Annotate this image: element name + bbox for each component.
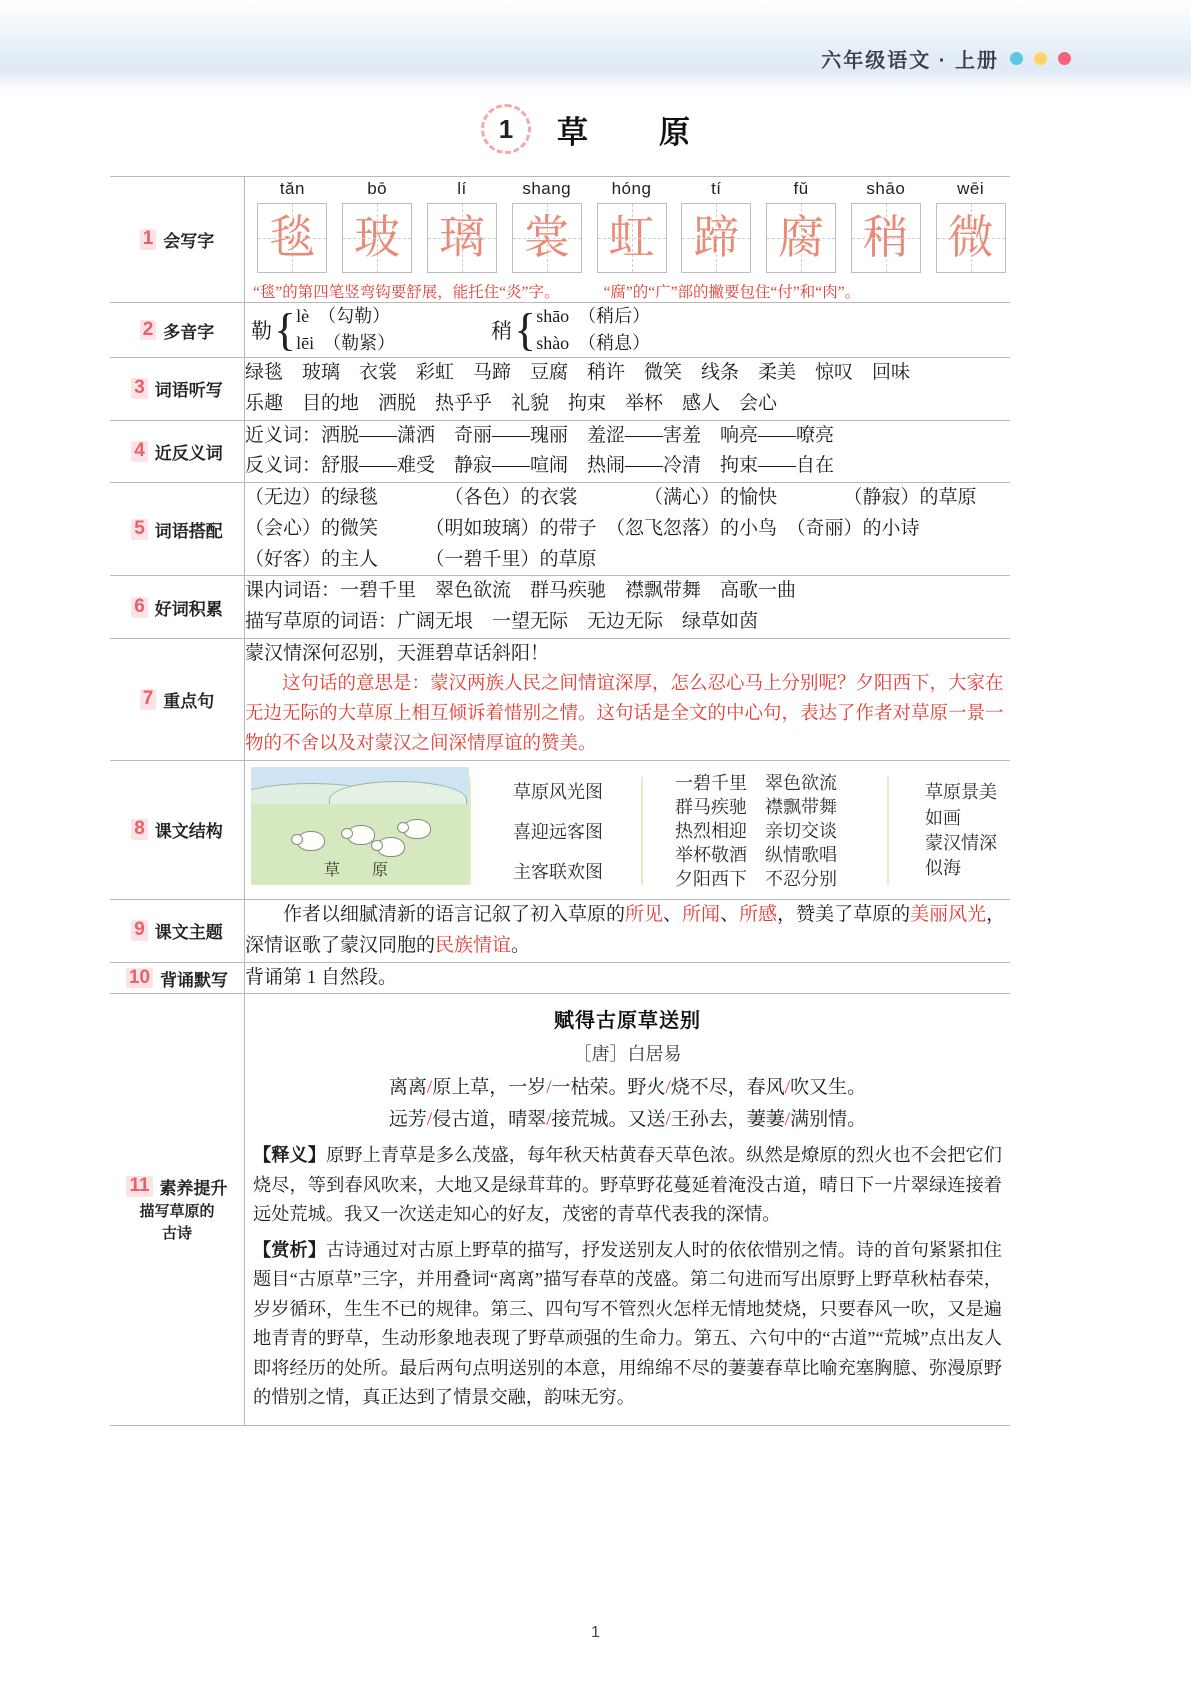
reading: lè （勾勒） (296, 306, 391, 326)
sheep-icon (347, 825, 375, 845)
collocation-line: （无边）的绿毯 （各色）的衣裳 （满心）的愉快 （静寂）的草原 (245, 487, 977, 509)
polyphone-groups (245, 303, 1010, 357)
poem-text: 吹又生。 (790, 1077, 867, 1099)
hanzi-cell (338, 179, 417, 273)
decorative-dot-1 (1010, 52, 1023, 65)
table-row-synonyms (110, 420, 1010, 483)
row-index: 7 (140, 689, 157, 710)
row-label-text: 多音字 (163, 322, 215, 342)
pinyin-label: lí (457, 179, 467, 198)
table-row-structure (110, 760, 1010, 900)
hanzi-cell (507, 179, 586, 273)
character-box (427, 203, 497, 273)
pinyin-label: wēi (957, 179, 985, 198)
hanzi-cell (762, 179, 841, 273)
poem-block (245, 994, 1010, 1424)
illustration-caption: 草 原 (323, 861, 396, 879)
stroke-note-1: “毯”的第四笔竖弯钩要舒展，能托住“炎”字。 (253, 284, 560, 301)
hanzi-cell (423, 179, 502, 273)
collocation-line: （好客）的主人 （一碧千里）的草原 (245, 548, 597, 570)
table-row-recitation (110, 962, 1010, 994)
collocation-line: （会心）的微笑 （明如玻璃）的带子 （忽飞忽落）的小鸟 （奇丽）的小诗 (245, 517, 920, 539)
poem-title: 赋得古原草送别 (554, 1010, 701, 1033)
theme-keyword: 民族情谊 (435, 934, 512, 956)
row-body-theme (245, 900, 1011, 963)
character-glyph: 璃 (438, 212, 485, 263)
stroke-note-2: “腐”的“广”部的撇要包住“付”和“肉”。 (603, 284, 861, 301)
table-row-literacy (110, 994, 1010, 1425)
row-label-text: 素养提升 (159, 1179, 228, 1199)
poem-pause-mark: / (426, 1108, 433, 1130)
row-label-subline: 描写草原的 (139, 1203, 215, 1221)
table-row-hanzi (110, 177, 1010, 303)
annotation-text: 古诗通过对古原上野草的描写，抒发送别友人时的依依惜别之情。诗的首句紧紧扣住题目“古原草”三字，并用叠词“离离”描写春草的茂盛。第二句进而写出原野上野草秋枯春荣，岁岁循环，生生不已的规律。第三、四句写不管烈火怎样无情地焚烧，只要春风一吹，又是遍地青青的野草，生动形象地表现了野草顽强的生命力。第五、六句中的“古道”“荒城”点出友人即将经历的处所。最后两句点明送别的本意，用绵绵不尽的萋萋春草比喻充塞胸臆、弥漫原野的惜别之情，真正达到了情景交融，韵味无穷。 (253, 1239, 1002, 1408)
lesson-title-block (0, 104, 1191, 154)
poem-text: 满别情。 (790, 1108, 867, 1130)
header-content (821, 44, 1071, 73)
character-box (936, 203, 1006, 273)
pinyin-label: tǎn (279, 179, 305, 198)
theme-text: 。 (511, 934, 531, 956)
row-label-text: 词语听写 (154, 381, 223, 401)
branch-detail: 群马疾驰 襟飘带舞 (675, 796, 837, 817)
summary-line: 蒙汉情深似海 (925, 832, 997, 879)
row-label-text: 词语搭配 (154, 521, 223, 541)
poem-text: 一枯荣。野火 (551, 1077, 666, 1099)
structure-branch-details (659, 767, 887, 896)
pinyin-label: fǔ (793, 179, 809, 198)
poem-text: 王孙去，萋萋 (670, 1108, 785, 1130)
row-index: 9 (131, 920, 148, 941)
branch-name: 主客联欢图 (513, 861, 603, 882)
poem-pause-mark: / (784, 1077, 791, 1099)
poem-text: 接荒城。又送 (551, 1108, 666, 1130)
key-sentence-explanation: 这句话的意思是：蒙汉两族人民之间情谊深厚，怎么忍心马上分别呢？夕阳西下，大家在无边无际的大草原上相互倾诉着惜别之情。这句话是全文的中心句，表达了作者对草原一景一物的不舍以及对蒙汉之间深情厚谊的赞美。 (245, 673, 1004, 754)
table-row-dictation (110, 358, 1010, 421)
branch-detail: 热烈相迎 亲切交谈 (675, 820, 837, 841)
poem-pause-mark: / (426, 1077, 433, 1099)
lesson-number-badge: 1 (481, 104, 531, 154)
theme-keyword: 所闻 (682, 904, 721, 926)
table-row-theme (110, 900, 1010, 963)
table-row-phrases (110, 576, 1010, 639)
poem-pause-mark: / (546, 1108, 552, 1130)
polyphone-group (251, 303, 395, 357)
character-box (681, 203, 751, 273)
row-label-text: 课文主题 (154, 923, 223, 943)
row-index: 4 (131, 441, 148, 462)
poem-pause-mark: / (665, 1108, 671, 1130)
word-line: 绿毯 玻璃 衣裳 彩虹 马蹄 豆腐 稍许 微笑 线条 柔美 惊叹 回味 (245, 362, 911, 383)
row-index: 3 (131, 378, 148, 399)
pinyin-label: shang (522, 179, 572, 198)
row-label-subline: 古诗 (161, 1225, 192, 1243)
character-box (851, 203, 921, 273)
row-body-phrases (245, 576, 1011, 639)
character-box (257, 203, 327, 273)
character-glyph: 腐 (778, 212, 825, 263)
character-glyph: 玻 (354, 212, 401, 263)
character-glyph: 微 (947, 212, 994, 263)
polyphone-readings (536, 303, 650, 357)
polyphone-group (491, 303, 650, 357)
reading: shào （稍息） (536, 333, 651, 353)
brace-icon: { (274, 304, 297, 356)
reading: lēi （勒紧） (296, 333, 396, 353)
character-glyph: 蹄 (693, 212, 740, 263)
character-box (512, 203, 582, 273)
character-glyph: 虹 (608, 212, 655, 263)
branch-detail-group (675, 771, 887, 795)
row-label-8 (110, 760, 245, 900)
branch-detail-group (675, 795, 887, 843)
phrase-line: 描写草原的词语：广阔无垠 一望无际 无边无际 绿草如茵 (245, 611, 759, 633)
poem-author: ［唐］白居易 (573, 1044, 682, 1065)
recitation-line: 背诵第 1 自然段。 (245, 966, 398, 988)
row-body-literacy (245, 994, 1011, 1425)
row-label-6 (110, 576, 245, 639)
table-row-collocation (110, 483, 1010, 576)
sheep-icon (377, 837, 405, 857)
key-sentence-quote: 蒙汉情深何忍别，天涯碧草话斜阳！ (245, 642, 550, 664)
structure-diagram (245, 761, 1010, 900)
brace-divider (641, 777, 659, 886)
row-label-3 (110, 358, 245, 421)
hanzi-cell (846, 179, 925, 273)
row-body-dictation (245, 358, 1011, 421)
row-label-text: 重点句 (163, 691, 215, 711)
row-index: 2 (140, 320, 157, 341)
antonym-line: 反义词：舒服——难受 静寂——喧闹 热闹——冷清 拘束——自在 (245, 455, 835, 477)
pinyin-label: shāo (866, 179, 906, 198)
pinyin-label: bō (367, 179, 388, 198)
row-label-11 (110, 994, 245, 1425)
annotation-tag: 【释义】 (253, 1145, 327, 1166)
row-index: 5 (131, 519, 148, 540)
theme-paragraph (245, 900, 1010, 962)
branch-name: 草原风光图 (513, 781, 603, 802)
row-index: 1 (140, 229, 157, 250)
decorative-dot-2 (1034, 52, 1047, 65)
pinyin-label: hóng (611, 179, 652, 198)
reading: shāo （稍后） (536, 306, 651, 326)
phrase-line: 课内词语：一碧千里 翠色欲流 群马疾驰 襟飘带舞 高歌一曲 (245, 580, 797, 602)
grassland-illustration (251, 767, 469, 885)
page-header-banner (0, 0, 1191, 92)
structure-branch-names (487, 767, 641, 896)
hanzi-cell (592, 179, 671, 273)
row-body-keysentence (245, 638, 1011, 760)
theme-text: 作者以细腻清新的语言记叙了初入草原的 (245, 904, 626, 926)
decorative-dot-3 (1058, 52, 1071, 65)
theme-keyword: 美丽风光 (910, 904, 987, 926)
hanzi-cell (931, 179, 1010, 273)
row-body-hanzi (245, 177, 1011, 303)
brace-divider (469, 777, 487, 886)
character-box (342, 203, 412, 273)
summary-line: 草原景美如画 (925, 782, 997, 828)
poem-pause-mark: / (665, 1077, 671, 1099)
word-line: 乐趣 目的地 洒脱 热乎乎 礼貌 拘束 举杯 感人 会心 (245, 392, 778, 414)
row-label-7 (110, 638, 245, 760)
row-label-5 (110, 483, 245, 576)
synonym-line: 近义词：洒脱——潇洒 奇丽——瑰丽 羞涩——害羞 响亮——嘹亮 (245, 424, 835, 446)
hanzi-cell (253, 179, 332, 273)
page-number: 1 (591, 1624, 600, 1641)
theme-keyword: 所见 (625, 904, 664, 926)
hanzi-stroke-notes (245, 280, 1010, 302)
polyphone-char: 勒 (251, 319, 272, 343)
book-title: 六年级语文 · 上册 (821, 50, 999, 72)
row-label-9 (110, 900, 245, 963)
row-label-text: 近反义词 (154, 443, 223, 463)
brace-icon: { (514, 304, 537, 356)
branch-detail: 一碧千里 翠色欲流 (675, 772, 837, 793)
poem-text: 侵古道，晴翠 (432, 1108, 547, 1130)
poem-line (253, 1072, 1002, 1104)
row-label-2 (110, 303, 245, 358)
poem-analysis-paragraph (253, 1236, 1002, 1413)
character-box (766, 203, 836, 273)
poem-pause-mark: / (784, 1108, 791, 1130)
character-glyph: 毯 (269, 212, 316, 263)
polyphone-readings (296, 303, 395, 357)
character-glyph: 稍 (862, 212, 909, 263)
hanzi-grid (245, 177, 1010, 273)
row-label-text: 好词积累 (154, 599, 223, 619)
poem-text: 烧不尽，春风 (670, 1077, 785, 1099)
sheep-icon (403, 819, 431, 839)
theme-text: ，赞美了草原的 (777, 904, 911, 926)
annotation-tag: 【赏析】 (253, 1239, 327, 1260)
branch-detail-group (675, 843, 887, 891)
poem-line (253, 1104, 1002, 1136)
theme-text: ，深情讴歌了蒙汉同胞的 (245, 904, 1006, 956)
branch-detail: 夕阳西下 不忍分别 (675, 869, 837, 889)
poem-pause-mark: / (546, 1077, 552, 1099)
branch-name: 喜迎远客图 (513, 821, 603, 842)
lesson-name: 草 原 (557, 114, 710, 150)
annotation-text: 原野上青草是多么茂盛，每年秋天枯黄春天草色浓。纵然是燎原的烈火也不会把它们烧尽，等到春风吹来，大地又是绿茸茸的。野草野花蔓延着淹没古道，晴日下一片翠绿连接着远处荒城。我又一次送走知心的好友，茂密的青草代表我的深情。 (253, 1145, 1002, 1225)
row-label-text: 背诵默写 (160, 970, 229, 990)
table-row-polyphone (110, 303, 1010, 358)
row-index: 8 (131, 819, 148, 840)
row-label-subtext (110, 1201, 244, 1245)
study-sheet-table (110, 176, 1010, 1426)
row-body-structure (245, 760, 1011, 900)
polyphone-char: 稍 (491, 319, 513, 343)
theme-keyword: 所感 (739, 904, 778, 926)
hanzi-cell (677, 179, 756, 273)
row-body-collocation (245, 483, 1011, 576)
poem-text: 原上草，一岁 (432, 1077, 547, 1099)
row-index: 6 (131, 597, 148, 618)
row-body-synonyms (245, 420, 1011, 483)
row-label-10 (110, 962, 245, 994)
pinyin-label: tí (711, 179, 722, 198)
row-label-text: 会写字 (163, 232, 215, 251)
poem-text: 离离 (388, 1077, 427, 1099)
table-row-keysentence (110, 638, 1010, 760)
structure-summary (905, 767, 1010, 896)
row-label-1 (110, 177, 245, 303)
row-index: 11 (126, 1176, 152, 1197)
row-body-recitation (245, 962, 1011, 994)
theme-text: 、 (663, 904, 683, 926)
row-index: 10 (126, 968, 153, 989)
character-glyph: 裳 (523, 212, 570, 263)
row-label-text: 课文结构 (154, 822, 223, 842)
brace-divider (887, 777, 905, 886)
poem-text: 远芳 (388, 1108, 427, 1130)
row-body-polyphone (245, 303, 1011, 358)
poem-meaning-paragraph (253, 1141, 1002, 1229)
character-box (597, 203, 667, 273)
row-label-4 (110, 420, 245, 483)
sheep-icon (297, 831, 325, 851)
theme-text: 、 (720, 904, 740, 926)
branch-detail: 举杯敬酒 纵情歌唱 (675, 844, 837, 865)
